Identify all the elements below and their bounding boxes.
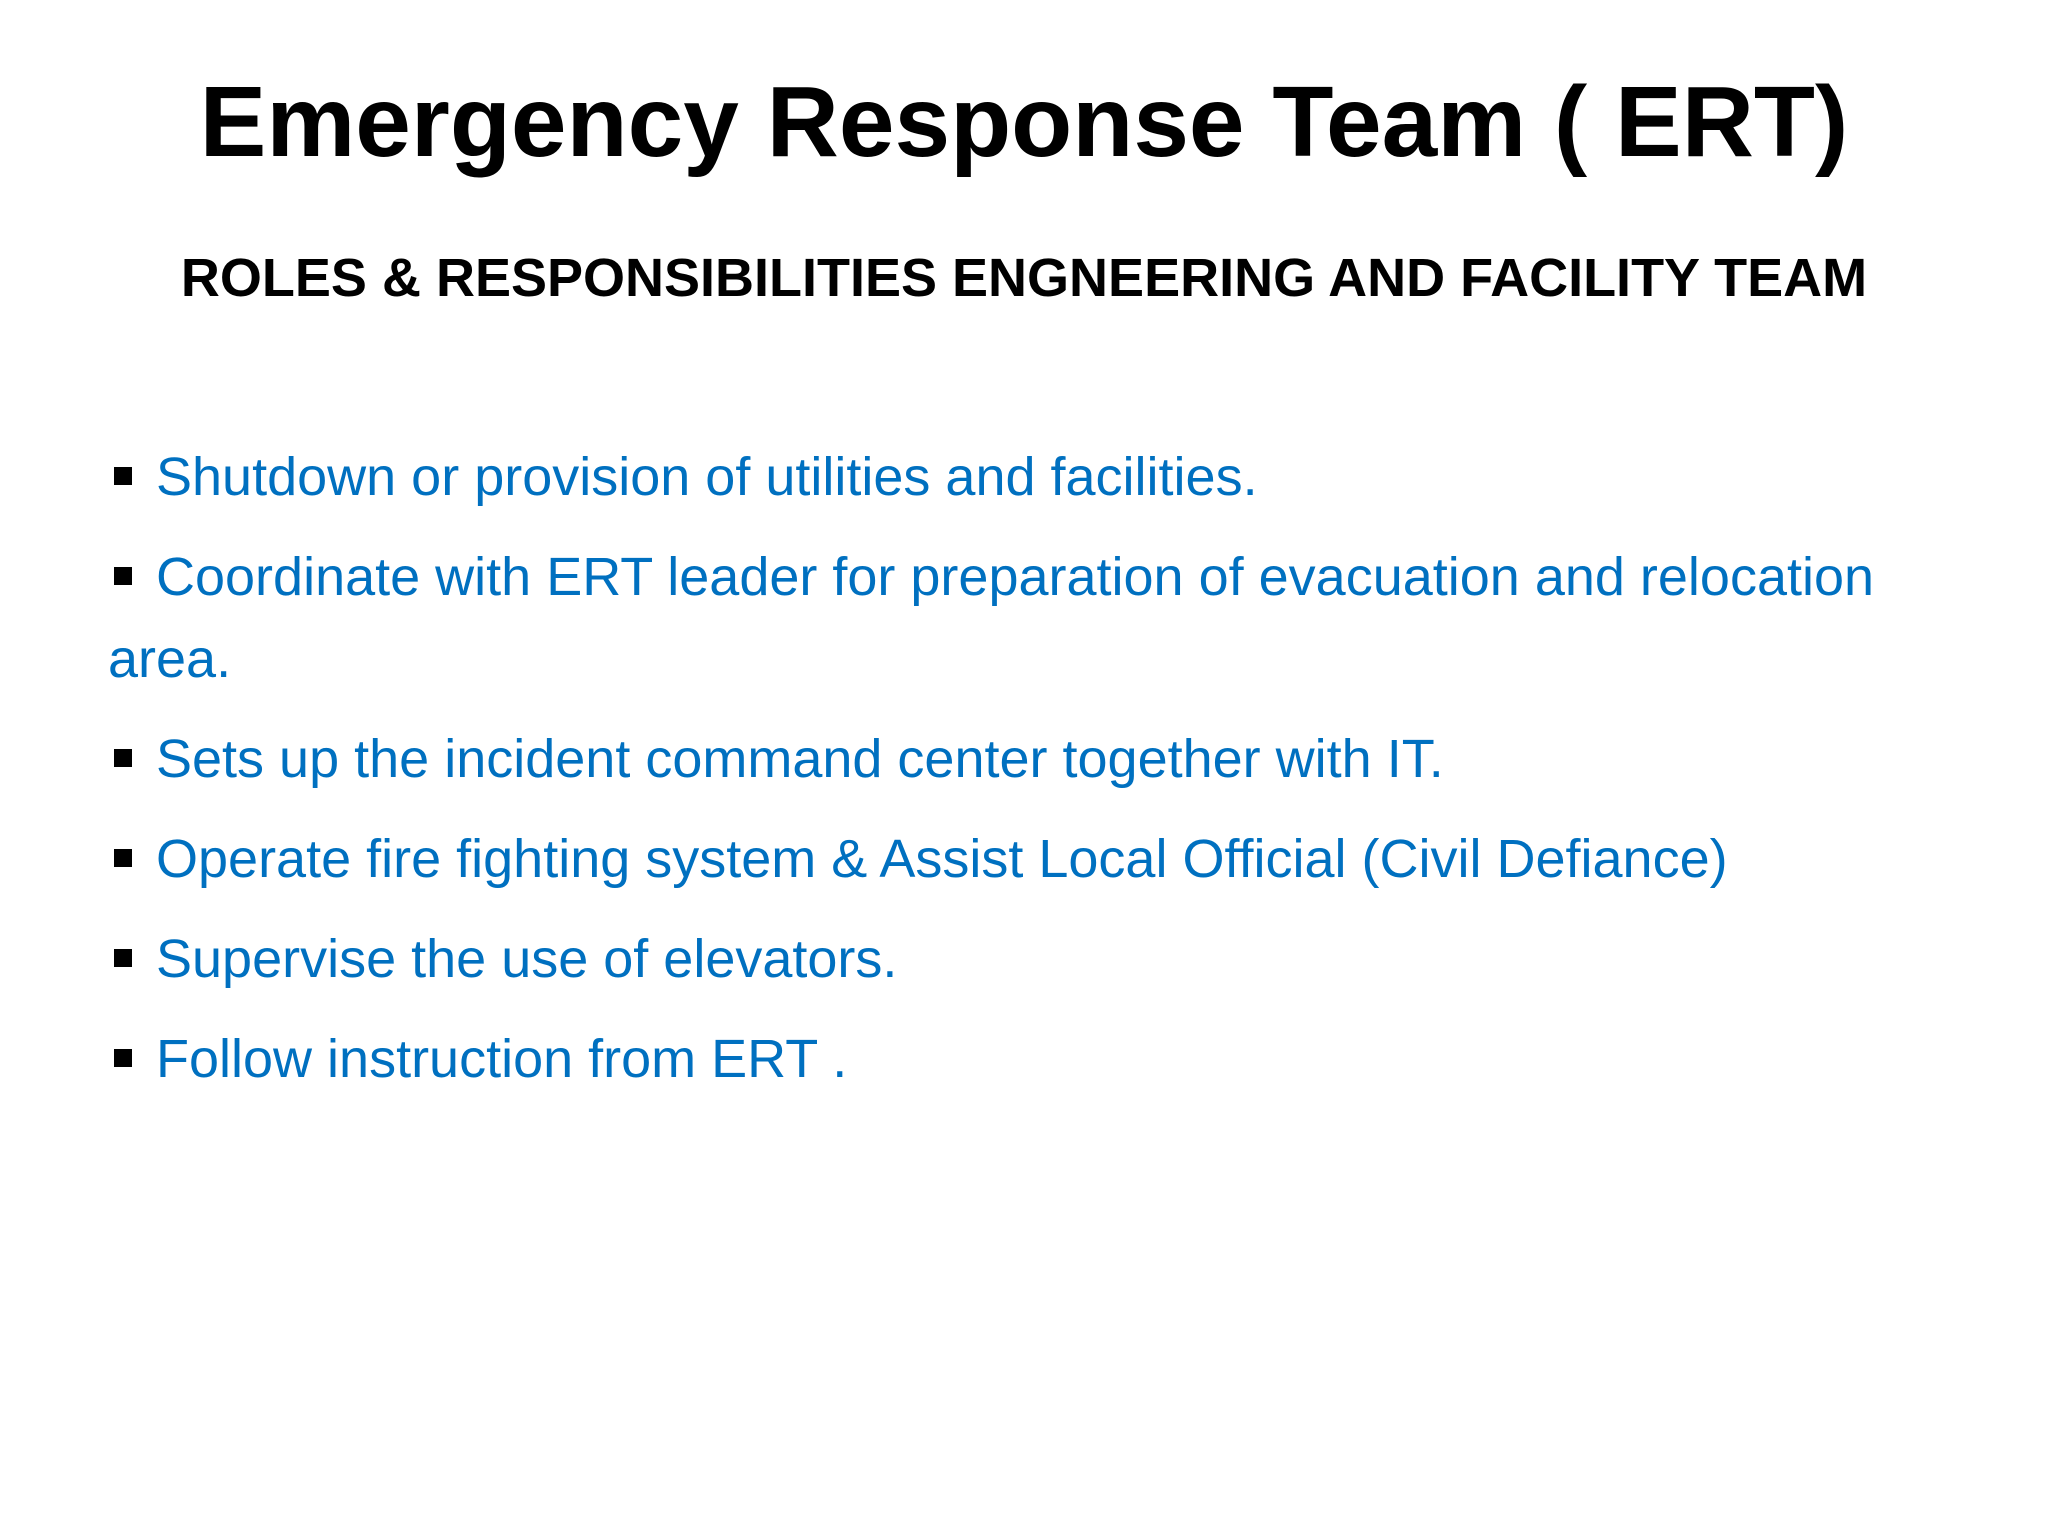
bullet-item <box>108 536 1938 700</box>
bullet-text: Operate fire fighting system & Assist Local Official (Civil Defiance) <box>156 829 1728 889</box>
bullet-text: Shutdown or provision of utilities and facilities. <box>156 447 1258 507</box>
square-bullet-icon <box>114 567 132 585</box>
bullet-item <box>108 1018 1938 1100</box>
slide-title: Emergency Response Team ( ERT) <box>199 66 1849 178</box>
bullet-item <box>108 718 1938 800</box>
square-bullet-icon <box>114 849 132 867</box>
bullet-item <box>108 918 1938 1000</box>
square-bullet-icon <box>114 467 132 485</box>
square-bullet-icon <box>114 1049 132 1067</box>
bullet-text: Coordinate with ERT leader for preparation of evacuation and relocation area. <box>108 547 1875 689</box>
bullet-text: Follow instruction from ERT . <box>156 1029 848 1089</box>
bullet-text: Supervise the use of elevators. <box>156 929 898 989</box>
bullet-list <box>108 436 1938 1118</box>
bullet-item <box>108 436 1938 518</box>
bullet-text: Sets up the incident command center together with IT. <box>156 729 1444 789</box>
square-bullet-icon <box>114 949 132 967</box>
bullet-item <box>108 818 1938 900</box>
square-bullet-icon <box>114 749 132 767</box>
slide-subtitle: ROLES & RESPONSIBILITIES ENGNEERING AND FACILITY TEAM <box>180 248 1868 308</box>
